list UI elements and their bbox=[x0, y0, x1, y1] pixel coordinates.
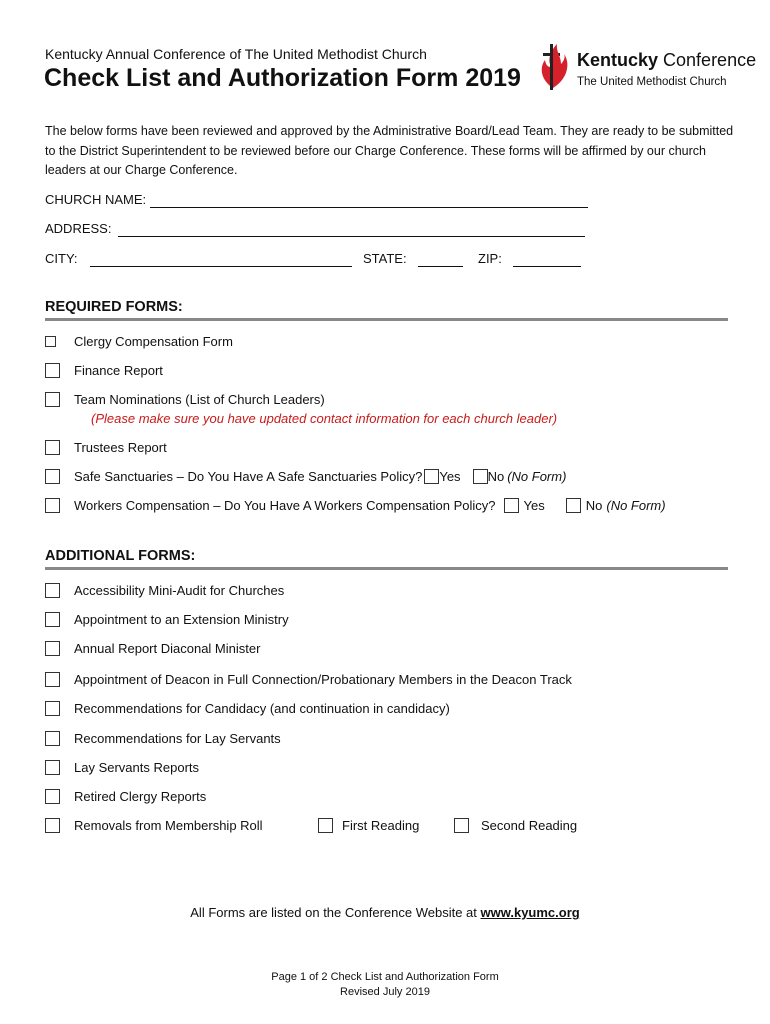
city-field[interactable] bbox=[90, 265, 352, 267]
accessibility-audit-checkbox[interactable] bbox=[45, 583, 60, 598]
city-label: CITY: bbox=[45, 251, 78, 266]
item-label: Finance Report bbox=[74, 363, 163, 378]
required-forms-heading: REQUIRED FORMS: bbox=[45, 299, 183, 315]
item-label: Appointment of Deacon in Full Connection/Probationary Members in the Deacon Track bbox=[74, 672, 572, 687]
logo-title: Kentucky Conference bbox=[577, 50, 757, 70]
list-item bbox=[45, 701, 450, 716]
church-name-label: CHURCH NAME: bbox=[45, 192, 147, 207]
second-reading-label: Second Reading bbox=[481, 818, 578, 833]
list-item bbox=[45, 583, 284, 598]
page-title: Check List and Authorization Form 2019 bbox=[44, 64, 521, 92]
list-item bbox=[45, 440, 167, 455]
item-label: Recommendations for Lay Servants bbox=[74, 731, 281, 746]
workers-compensation-no-checkbox[interactable] bbox=[566, 498, 581, 513]
state-label: STATE: bbox=[363, 251, 407, 266]
no-label: No bbox=[487, 469, 505, 484]
additional-forms-heading: ADDITIONAL FORMS: bbox=[45, 548, 196, 564]
membership-removals-checkbox[interactable] bbox=[45, 818, 60, 833]
list-item bbox=[45, 363, 163, 378]
list-item bbox=[45, 818, 263, 833]
item-label: Workers Compensation – Do You Have A Workers Compensation Policy? bbox=[74, 498, 496, 513]
lay-servants-recommendations-checkbox[interactable] bbox=[45, 731, 60, 746]
address-field[interactable] bbox=[118, 235, 585, 237]
logo-subtitle: The United Methodist Church bbox=[577, 76, 727, 88]
list-item bbox=[45, 334, 233, 349]
team-nominations-checkbox[interactable] bbox=[45, 392, 60, 407]
item-label: Annual Report Diaconal Minister bbox=[74, 641, 261, 656]
item-label: Removals from Membership Roll bbox=[74, 818, 263, 833]
workers-compensation-checkbox[interactable] bbox=[45, 498, 60, 513]
section-divider bbox=[45, 567, 728, 570]
trustees-report-checkbox[interactable] bbox=[45, 440, 60, 455]
no-label: No bbox=[585, 498, 603, 513]
safe-sanctuaries-yes-checkbox[interactable] bbox=[424, 469, 439, 484]
extension-ministry-checkbox[interactable] bbox=[45, 612, 60, 627]
second-reading-option bbox=[454, 818, 577, 833]
item-label: Trustees Report bbox=[74, 440, 167, 455]
website-text: All Forms are listed on the Conference Website at bbox=[190, 905, 481, 920]
first-reading-option bbox=[318, 818, 419, 833]
safe-sanctuaries-no-checkbox[interactable] bbox=[473, 469, 488, 484]
retired-clergy-checkbox[interactable] bbox=[45, 789, 60, 804]
intro-paragraph: The below forms have been reviewed and approved by the Administrative Board/Lead Team. They are ready to be submitted to the District Superintendent to be reviewed before our Charge Conference. These forms will be affirmed by our church leaders at our Charge Conference. bbox=[45, 124, 734, 177]
state-field[interactable] bbox=[418, 265, 463, 267]
list-item bbox=[45, 498, 666, 513]
diaconal-minister-checkbox[interactable] bbox=[45, 641, 60, 656]
first-reading-label: First Reading bbox=[342, 818, 420, 833]
item-label: Accessibility Mini-Audit for Churches bbox=[74, 583, 285, 598]
workers-compensation-yes-checkbox[interactable] bbox=[504, 498, 519, 513]
second-reading-checkbox[interactable] bbox=[454, 818, 469, 833]
list-item bbox=[45, 469, 566, 484]
clergy-compensation-checkbox[interactable] bbox=[45, 336, 56, 347]
address-label: ADDRESS: bbox=[45, 221, 112, 236]
team-nominations-note: (Please make sure you have updated contact information for each church leader) bbox=[91, 411, 558, 426]
revision-date: Revised July 2019 bbox=[340, 986, 430, 998]
list-item bbox=[45, 789, 206, 804]
page-number: Page 1 of 2 Check List and Authorization Form bbox=[271, 971, 499, 983]
list-item bbox=[45, 760, 199, 775]
list-item bbox=[45, 672, 572, 687]
page-footer bbox=[0, 970, 770, 1000]
first-reading-checkbox[interactable] bbox=[318, 818, 333, 833]
list-item bbox=[45, 612, 289, 627]
zip-field[interactable] bbox=[513, 265, 581, 267]
item-label: Safe Sanctuaries – Do You Have A Safe Sanctuaries Policy? bbox=[74, 469, 423, 484]
no-form-note: (No Form) bbox=[606, 498, 666, 513]
cross-flame-icon bbox=[537, 40, 573, 92]
list-item bbox=[45, 392, 325, 407]
safe-sanctuaries-checkbox[interactable] bbox=[45, 469, 60, 484]
lay-servants-reports-checkbox[interactable] bbox=[45, 760, 60, 775]
item-label: Retired Clergy Reports bbox=[74, 789, 207, 804]
item-label: Clergy Compensation Form bbox=[74, 334, 233, 349]
list-item bbox=[45, 731, 281, 746]
yes-label: Yes bbox=[523, 498, 545, 513]
zip-label: ZIP: bbox=[478, 251, 502, 266]
church-name-field[interactable] bbox=[150, 206, 588, 208]
item-label: Team Nominations (List of Church Leaders) bbox=[74, 392, 325, 407]
no-form-note: (No Form) bbox=[507, 469, 567, 484]
item-label: Recommendations for Candidacy (and continuation in candidacy) bbox=[74, 701, 450, 716]
header-subtitle: Kentucky Annual Conference of The United Methodist Church bbox=[45, 46, 427, 62]
list-item bbox=[45, 641, 260, 656]
yes-label: Yes bbox=[439, 469, 461, 484]
deacon-appointment-checkbox[interactable] bbox=[45, 672, 60, 687]
website-note bbox=[0, 905, 770, 920]
item-label: Appointment to an Extension Ministry bbox=[74, 612, 289, 627]
candidacy-checkbox[interactable] bbox=[45, 701, 60, 716]
conference-logo bbox=[537, 40, 757, 92]
website-link[interactable]: www.kyumc.org bbox=[480, 905, 580, 920]
section-divider bbox=[45, 318, 728, 321]
item-label: Lay Servants Reports bbox=[74, 760, 200, 775]
finance-report-checkbox[interactable] bbox=[45, 363, 60, 378]
